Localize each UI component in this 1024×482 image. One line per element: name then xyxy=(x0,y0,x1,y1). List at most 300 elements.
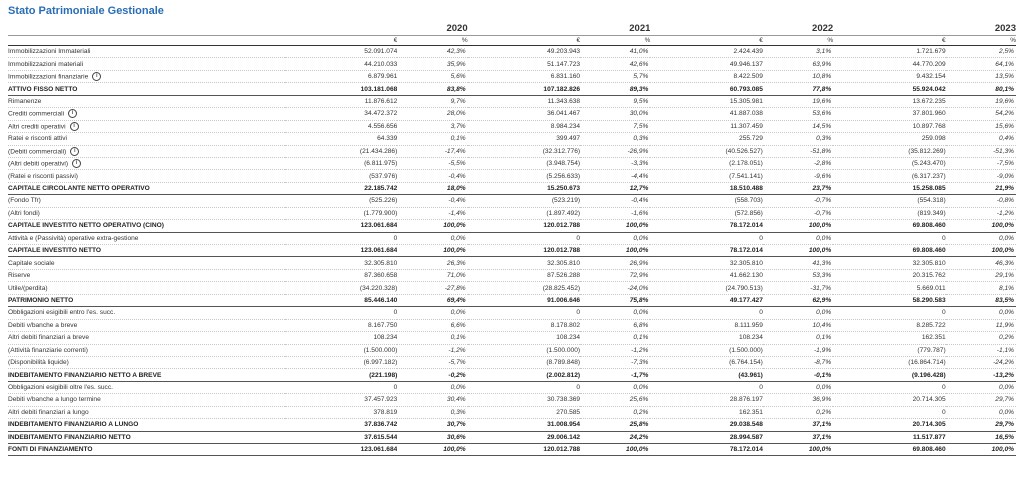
value-cell: 37.457.923 xyxy=(285,394,397,406)
table-row xyxy=(8,120,1016,132)
value-cell: 0 xyxy=(285,232,397,244)
value-cell: 0 xyxy=(468,232,580,244)
value-cell: 120.012.788 xyxy=(468,245,580,257)
table-row xyxy=(8,58,1016,70)
value-cell: (525.226) xyxy=(285,195,397,207)
percent-cell: 100,0% xyxy=(946,220,1016,232)
value-cell: 32.305.810 xyxy=(833,257,945,269)
row-label-cell xyxy=(8,257,285,269)
table-total-row xyxy=(8,294,1016,306)
row-label: INDEBITAMENTO FINANZIARIO NETTO A BREVE xyxy=(8,371,162,379)
info-icon[interactable]: i xyxy=(70,122,79,131)
percent-cell: 0,0% xyxy=(580,381,650,393)
row-label: Altri debiti finanziari a breve xyxy=(8,334,89,342)
percent-cell: 15,6% xyxy=(946,120,1016,132)
percent-cell: 30,6% xyxy=(397,431,467,443)
row-label: Ratei e risconti attivi xyxy=(8,135,67,143)
value-cell: 270.585 xyxy=(468,406,580,418)
percent-cell: -13,2% xyxy=(946,369,1016,381)
percent-cell: 54,2% xyxy=(946,108,1016,120)
unit-eur: € xyxy=(650,36,762,46)
value-cell: 58.290.583 xyxy=(833,294,945,306)
row-label: (Altri fondi) xyxy=(8,209,40,217)
value-cell: 85.446.140 xyxy=(285,294,397,306)
percent-cell: 100,0% xyxy=(580,220,650,232)
percent-cell: -17,4% xyxy=(397,145,467,157)
value-cell: 41.887.038 xyxy=(650,108,762,120)
percent-cell: -2,8% xyxy=(763,157,833,169)
percent-cell: 100,0% xyxy=(763,245,833,257)
value-cell: (2.178.051) xyxy=(650,157,762,169)
value-cell: 91.006.646 xyxy=(468,294,580,306)
percent-cell: 77,8% xyxy=(763,83,833,95)
header-empty xyxy=(8,20,285,36)
percent-cell: 71,0% xyxy=(397,269,467,281)
row-label: Obbligazioni esigibili oltre l'es. succ. xyxy=(8,384,113,392)
value-cell: 15.250.673 xyxy=(468,182,580,194)
percent-cell: 30,7% xyxy=(397,419,467,431)
percent-cell: 36,9% xyxy=(763,394,833,406)
percent-cell: 41,0% xyxy=(580,46,650,58)
percent-cell: 0,0% xyxy=(946,232,1016,244)
value-cell: 52.091.074 xyxy=(285,46,397,58)
value-cell: 69.808.460 xyxy=(833,220,945,232)
percent-cell: 29,7% xyxy=(946,394,1016,406)
percent-cell: -0,4% xyxy=(397,170,467,182)
row-label: Utile/(perdita) xyxy=(8,284,48,292)
value-cell: 8.984.234 xyxy=(468,120,580,132)
row-label: PATRIMONIO NETTO xyxy=(8,296,74,304)
percent-cell: -5,7% xyxy=(397,356,467,368)
row-label-cell xyxy=(8,108,285,120)
row-label: Capitale sociale xyxy=(8,259,55,267)
value-cell: 41.662.130 xyxy=(650,269,762,281)
row-label: Debiti v/banche a lungo termine xyxy=(8,396,101,404)
value-cell: 103.181.068 xyxy=(285,83,397,95)
percent-cell: 24,2% xyxy=(580,431,650,443)
value-cell: (34.220.328) xyxy=(285,282,397,294)
row-label: Debiti v/banche a breve xyxy=(8,321,78,329)
value-cell: 108.234 xyxy=(285,332,397,344)
table-row xyxy=(8,46,1016,58)
value-cell: (6.997.182) xyxy=(285,356,397,368)
percent-cell: 35,9% xyxy=(397,58,467,70)
table-row xyxy=(8,257,1016,269)
value-cell: 399.497 xyxy=(468,133,580,145)
value-cell: 4.556.656 xyxy=(285,120,397,132)
value-cell: 162.351 xyxy=(833,332,945,344)
percent-cell: 83,5% xyxy=(946,294,1016,306)
value-cell: (35.812.269) xyxy=(833,145,945,157)
percent-cell: 30,0% xyxy=(580,108,650,120)
value-cell: 51.147.723 xyxy=(468,58,580,70)
value-cell: 6.879.961 xyxy=(285,70,397,82)
value-cell: 5.669.011 xyxy=(833,282,945,294)
value-cell: 0 xyxy=(833,381,945,393)
percent-cell: 0,0% xyxy=(397,307,467,319)
table-row xyxy=(8,332,1016,344)
percent-cell: -1,1% xyxy=(946,344,1016,356)
page-title: Stato Patrimoniale Gestionale xyxy=(8,5,164,17)
percent-cell: 46,3% xyxy=(946,257,1016,269)
percent-cell: -1,2% xyxy=(397,344,467,356)
table-row xyxy=(8,207,1016,219)
value-cell: 20.714.305 xyxy=(833,394,945,406)
percent-cell: -1,2% xyxy=(946,207,1016,219)
row-label: (Fondo Tfr) xyxy=(8,197,41,205)
table-row xyxy=(8,269,1016,281)
percent-cell: 0,1% xyxy=(397,332,467,344)
percent-cell: -8,7% xyxy=(763,356,833,368)
value-cell: (16.864.714) xyxy=(833,356,945,368)
percent-cell: -31,7% xyxy=(763,282,833,294)
value-cell: 49.177.427 xyxy=(650,294,762,306)
row-label-cell xyxy=(8,207,285,219)
row-label-cell xyxy=(8,282,285,294)
percent-cell: 0,0% xyxy=(580,307,650,319)
table-row xyxy=(8,157,1016,169)
row-label-cell xyxy=(8,394,285,406)
percent-cell: 64,1% xyxy=(946,58,1016,70)
value-cell: 37.801.960 xyxy=(833,108,945,120)
percent-cell: -9,6% xyxy=(763,170,833,182)
table-total-row xyxy=(8,245,1016,257)
percent-cell: -0,2% xyxy=(397,369,467,381)
value-cell: (7.541.141) xyxy=(650,170,762,182)
row-label-cell xyxy=(8,369,285,381)
value-cell: 0 xyxy=(468,307,580,319)
table-total-row xyxy=(8,83,1016,95)
value-cell: 18.510.488 xyxy=(650,182,762,194)
percent-cell: 0,3% xyxy=(580,133,650,145)
row-label-cell xyxy=(8,157,285,169)
value-cell: 34.472.372 xyxy=(285,108,397,120)
value-cell: 22.185.742 xyxy=(285,182,397,194)
percent-cell: 3,1% xyxy=(763,46,833,58)
value-cell: 28.876.197 xyxy=(650,394,762,406)
percent-cell: 18,0% xyxy=(397,182,467,194)
value-cell: (572.856) xyxy=(650,207,762,219)
row-label-cell xyxy=(8,232,285,244)
row-label: FONTI DI FINANZIAMENTO xyxy=(8,446,93,454)
value-cell: (1.779.900) xyxy=(285,207,397,219)
row-label-cell xyxy=(8,195,285,207)
value-cell: 0 xyxy=(650,381,762,393)
value-cell: (32.312.776) xyxy=(468,145,580,157)
percent-cell: 42,6% xyxy=(580,58,650,70)
row-label: CAPITALE INVESTITO NETTO OPERATIVO (CINO) xyxy=(8,222,164,230)
percent-cell: 100,0% xyxy=(397,220,467,232)
row-label-cell xyxy=(8,133,285,145)
percent-cell: -1,9% xyxy=(763,344,833,356)
value-cell: (221.198) xyxy=(285,369,397,381)
row-label-cell xyxy=(8,419,285,431)
row-label-cell xyxy=(8,344,285,356)
row-label-cell xyxy=(8,120,285,132)
percent-cell: 89,3% xyxy=(580,83,650,95)
percent-cell: 100,0% xyxy=(763,220,833,232)
percent-cell: -1,2% xyxy=(580,344,650,356)
row-label: Altri debiti finanziari a lungo xyxy=(8,408,89,416)
percent-cell: 26,9% xyxy=(580,257,650,269)
unit-eur: € xyxy=(468,36,580,46)
row-label-cell xyxy=(8,70,285,82)
percent-cell: -5,5% xyxy=(397,157,467,169)
value-cell: (9.196.428) xyxy=(833,369,945,381)
unit-pct: % xyxy=(397,36,467,46)
value-cell: 6.831.160 xyxy=(468,70,580,82)
percent-cell: 75,8% xyxy=(580,294,650,306)
table-row xyxy=(8,356,1016,368)
row-label-cell xyxy=(8,381,285,393)
value-cell: (5.243.470) xyxy=(833,157,945,169)
percent-cell: 12,7% xyxy=(580,182,650,194)
row-label-cell xyxy=(8,58,285,70)
value-cell: 123.061.684 xyxy=(285,245,397,257)
table-total-row xyxy=(8,431,1016,443)
value-cell: 20.315.762 xyxy=(833,269,945,281)
value-cell: 123.061.684 xyxy=(285,220,397,232)
value-cell: 32.305.810 xyxy=(285,257,397,269)
row-label: (Attività finanziarie correnti) xyxy=(8,346,88,354)
value-cell: 108.234 xyxy=(650,332,762,344)
value-cell: 36.041.467 xyxy=(468,108,580,120)
header-empty xyxy=(8,36,285,46)
percent-cell: -0,4% xyxy=(397,195,467,207)
percent-cell: 9,5% xyxy=(580,95,650,107)
percent-cell: 21,9% xyxy=(946,182,1016,194)
value-cell: 8.422.509 xyxy=(650,70,762,82)
row-label-cell xyxy=(8,46,285,58)
table-row xyxy=(8,344,1016,356)
value-cell: 30.738.369 xyxy=(468,394,580,406)
value-cell: 162.351 xyxy=(650,406,762,418)
value-cell: 55.924.042 xyxy=(833,83,945,95)
info-icon[interactable]: i xyxy=(72,159,81,168)
value-cell: 8.285.722 xyxy=(833,319,945,331)
percent-cell: 0,1% xyxy=(580,332,650,344)
unit-eur: € xyxy=(285,36,397,46)
row-label-cell xyxy=(8,332,285,344)
unit-pct: % xyxy=(580,36,650,46)
value-cell: 49.203.943 xyxy=(468,46,580,58)
table-total-row xyxy=(8,220,1016,232)
table-row xyxy=(8,406,1016,418)
percent-cell: 100,0% xyxy=(580,444,650,456)
row-label: Obbligazioni esigibili entro l'es. succ. xyxy=(8,309,116,317)
value-cell: 29.038.548 xyxy=(650,419,762,431)
value-cell: (537.976) xyxy=(285,170,397,182)
percent-cell: 8,1% xyxy=(946,282,1016,294)
value-cell: (40.526.527) xyxy=(650,145,762,157)
balance-sheet-table xyxy=(8,20,1016,456)
year-header: 2020 xyxy=(285,20,468,36)
percent-cell: 6,8% xyxy=(580,319,650,331)
table-total-row xyxy=(8,369,1016,381)
value-cell: 15.258.085 xyxy=(833,182,945,194)
row-label-cell xyxy=(8,307,285,319)
row-label-cell xyxy=(8,431,285,443)
percent-cell: -1,4% xyxy=(397,207,467,219)
row-label: Attività e (Passività) operative extra-gestione xyxy=(8,234,139,242)
percent-cell: 19,6% xyxy=(946,95,1016,107)
table-row xyxy=(8,381,1016,393)
row-label-cell xyxy=(8,220,285,232)
percent-cell: -9,0% xyxy=(946,170,1016,182)
table-row xyxy=(8,95,1016,107)
row-label: Immobilizzazioni Immateriali xyxy=(8,48,91,56)
value-cell: 0 xyxy=(833,307,945,319)
percent-cell: 0,1% xyxy=(397,133,467,145)
percent-cell: 16,5% xyxy=(946,431,1016,443)
unit-pct: % xyxy=(763,36,833,46)
row-label-cell xyxy=(8,170,285,182)
row-label: ATTIVO FISSO NETTO xyxy=(8,85,78,93)
percent-cell: -24,2% xyxy=(946,356,1016,368)
value-cell: 2.424.439 xyxy=(650,46,762,58)
value-cell: 15.305.981 xyxy=(650,95,762,107)
value-cell: 9.432.154 xyxy=(833,70,945,82)
percent-cell: 0,0% xyxy=(397,381,467,393)
percent-cell: 0,4% xyxy=(946,133,1016,145)
percent-cell: 41,3% xyxy=(763,257,833,269)
percent-cell: 100,0% xyxy=(397,444,467,456)
table-row xyxy=(8,319,1016,331)
percent-cell: 25,8% xyxy=(580,419,650,431)
percent-cell: 80,1% xyxy=(946,83,1016,95)
percent-cell: 28,0% xyxy=(397,108,467,120)
table-row xyxy=(8,70,1016,82)
percent-cell: 5,6% xyxy=(397,70,467,82)
percent-cell: 2,5% xyxy=(946,46,1016,58)
value-cell: (523.219) xyxy=(468,195,580,207)
value-cell: 378.819 xyxy=(285,406,397,418)
percent-cell: 30,4% xyxy=(397,394,467,406)
value-cell: 11.307.459 xyxy=(650,120,762,132)
percent-cell: -0,1% xyxy=(763,369,833,381)
percent-cell: 100,0% xyxy=(580,245,650,257)
percent-cell: -4,4% xyxy=(580,170,650,182)
value-cell: (24.790.513) xyxy=(650,282,762,294)
value-cell: 108.234 xyxy=(468,332,580,344)
value-cell: (21.434.286) xyxy=(285,145,397,157)
table-total-row xyxy=(8,182,1016,194)
percent-cell: 10,4% xyxy=(763,319,833,331)
percent-cell: 0,0% xyxy=(397,232,467,244)
percent-cell: 53,3% xyxy=(763,269,833,281)
percent-cell: 19,6% xyxy=(763,95,833,107)
percent-cell: 83,8% xyxy=(397,83,467,95)
percent-cell: -0,7% xyxy=(763,207,833,219)
percent-cell: -24,0% xyxy=(580,282,650,294)
percent-cell: 100,0% xyxy=(946,444,1016,456)
row-label-cell xyxy=(8,269,285,281)
percent-cell: -1,7% xyxy=(580,369,650,381)
percent-cell: -1,6% xyxy=(580,207,650,219)
row-label: CAPITALE INVESTITO NETTO xyxy=(8,247,102,255)
percent-cell: 14,5% xyxy=(763,120,833,132)
info-icon[interactable]: i xyxy=(70,147,79,156)
percent-cell: 69,4% xyxy=(397,294,467,306)
value-cell: (819.349) xyxy=(833,207,945,219)
value-cell: 49.946.137 xyxy=(650,58,762,70)
value-cell: (2.002.812) xyxy=(468,369,580,381)
value-cell: (554.318) xyxy=(833,195,945,207)
percent-cell: 0,0% xyxy=(763,381,833,393)
table-row xyxy=(8,108,1016,120)
percent-cell: 3,7% xyxy=(397,120,467,132)
value-cell: (43.961) xyxy=(650,369,762,381)
value-cell: 64.339 xyxy=(285,133,397,145)
table-row xyxy=(8,307,1016,319)
value-cell: 11.517.877 xyxy=(833,431,945,443)
value-cell: 69.808.460 xyxy=(833,444,945,456)
percent-cell: 5,7% xyxy=(580,70,650,82)
row-label: Immobilizzazioni materiali xyxy=(8,60,84,68)
percent-cell: 0,3% xyxy=(397,406,467,418)
percent-cell: 23,7% xyxy=(763,182,833,194)
percent-cell: 10,8% xyxy=(763,70,833,82)
value-cell: (1.500.000) xyxy=(468,344,580,356)
value-cell: 123.061.684 xyxy=(285,444,397,456)
value-cell: 28.994.587 xyxy=(650,431,762,443)
row-label-cell xyxy=(8,294,285,306)
percent-cell: -0,8% xyxy=(946,195,1016,207)
value-cell: 20.714.305 xyxy=(833,419,945,431)
value-cell: (28.825.452) xyxy=(468,282,580,294)
percent-cell: 7,5% xyxy=(580,120,650,132)
value-cell: 120.012.788 xyxy=(468,220,580,232)
value-cell: 37.615.544 xyxy=(285,431,397,443)
value-cell: 8.167.750 xyxy=(285,319,397,331)
value-cell: 29.006.142 xyxy=(468,431,580,443)
row-label: Immobilizzazioni finanziarie xyxy=(8,73,89,81)
percent-cell: 53,6% xyxy=(763,108,833,120)
row-label: Altri crediti operativi xyxy=(8,123,66,131)
table-row xyxy=(8,195,1016,207)
row-label-cell xyxy=(8,319,285,331)
value-cell: (1.897.492) xyxy=(468,207,580,219)
row-label: Rimanenze xyxy=(8,97,42,105)
value-cell: (8.789.848) xyxy=(468,356,580,368)
value-cell: 69.808.460 xyxy=(833,245,945,257)
value-cell: 60.793.085 xyxy=(650,83,762,95)
info-icon[interactable]: i xyxy=(92,72,101,81)
value-cell: 0 xyxy=(468,381,580,393)
percent-cell: -0,7% xyxy=(763,195,833,207)
info-icon[interactable]: i xyxy=(68,109,77,118)
value-cell: 8.178.802 xyxy=(468,319,580,331)
value-cell: (779.787) xyxy=(833,344,945,356)
percent-cell: 29,1% xyxy=(946,269,1016,281)
value-cell: 32.305.810 xyxy=(650,257,762,269)
percent-cell: 100,0% xyxy=(397,245,467,257)
percent-cell: 37,1% xyxy=(763,431,833,443)
percent-cell: -26,9% xyxy=(580,145,650,157)
value-cell: 11.343.638 xyxy=(468,95,580,107)
row-label: (Debiti commerciali) xyxy=(8,147,67,155)
percent-cell: 0,2% xyxy=(763,406,833,418)
percent-cell: -27,8% xyxy=(397,282,467,294)
percent-cell: -7,3% xyxy=(580,356,650,368)
percent-cell: 11,9% xyxy=(946,319,1016,331)
percent-cell: 0,3% xyxy=(763,133,833,145)
percent-cell: -0,4% xyxy=(580,195,650,207)
value-cell: 0 xyxy=(650,307,762,319)
value-cell: 78.172.014 xyxy=(650,245,762,257)
year-header: 2023 xyxy=(833,20,1016,36)
percent-cell: 0,0% xyxy=(946,307,1016,319)
